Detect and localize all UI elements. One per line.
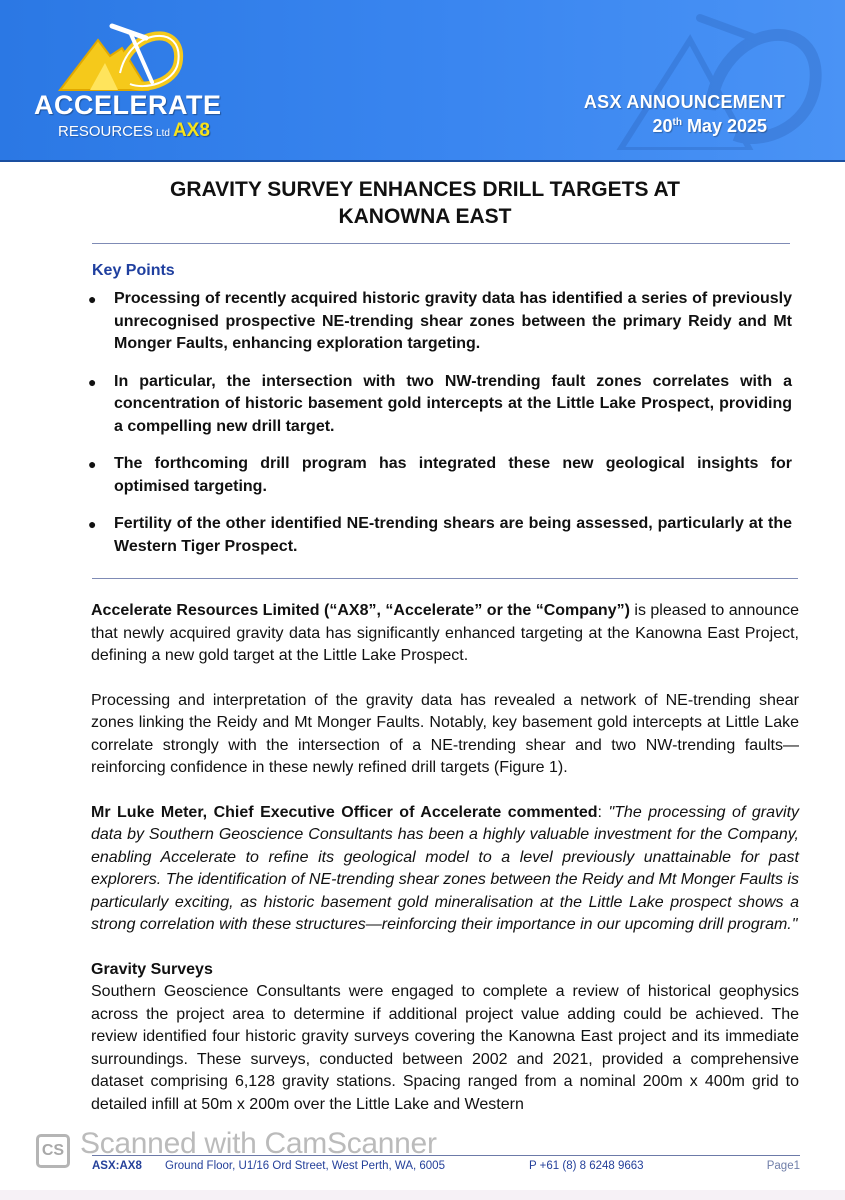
company-sub-text: RESOURCES xyxy=(58,123,154,140)
footer-address: Ground Floor, U1/16 Ord Street, West Perth, WA, 6005 xyxy=(165,1160,445,1172)
company-name: ACCELERATE xyxy=(34,90,222,120)
bullet-icon: ● xyxy=(88,291,97,307)
company-subtitle xyxy=(58,120,210,142)
ticker-badge: AX8 xyxy=(172,120,210,141)
title-block xyxy=(90,176,780,230)
key-point-item xyxy=(88,513,792,558)
title-line-1: GRAVITY SURVEY ENHANCES DRILL TARGETS AT xyxy=(170,178,680,201)
page-footer xyxy=(92,1160,800,1176)
date-suffix: th xyxy=(672,117,682,128)
key-points-list xyxy=(88,288,792,573)
company-logo-icon xyxy=(50,18,190,96)
intro-text: is pleased to announce that newly acquired gravity data has significantly enhanced targeting at the Kanowna East Project, defining a new gold target at the Little Lake Prospect. xyxy=(91,602,800,664)
intro-company-name: Accelerate Resources Limited (“AX8”, “Accelerate” or the “Company”) xyxy=(91,602,630,619)
divider xyxy=(92,578,798,579)
date-month-year: May 2025 xyxy=(681,116,767,136)
divider xyxy=(92,243,790,244)
quote-text: "The processing of gravity data by Southern Geoscience Consultants has been a highly valuable investment for the Company, enabling Accelerate to refine its geological model to a level previously unattainable for past explorers. The identification of NE-trending shear zones between the Reidy and Mt Monger Faults is particularly exciting, as historic basement gold mineralisation at the Little Lake prospect shows a strong correlation with these structures—reinforcing their importance in our upcoming drill program." xyxy=(91,803,800,933)
key-point-text: Processing of recently acquired historic gravity data has identified a series of previously unrecognised prospective NE-trending shear zones between the primary Reidy and Mt Monger Faults, enhancing exploration targeting. xyxy=(114,290,792,352)
title-line-2: KANOWNA EAST xyxy=(338,205,512,228)
key-point-item xyxy=(88,371,792,439)
ceo-quote-paragraph xyxy=(91,802,799,937)
bullet-icon: ● xyxy=(88,456,97,472)
announcement-label: ASX ANNOUNCEMENT xyxy=(583,92,785,112)
date-day: 20 xyxy=(652,116,673,136)
key-point-item xyxy=(88,453,792,498)
quote-attribution: Mr Luke Meter, Chief Executive Officer of Accelerate commented xyxy=(91,803,598,821)
paragraph-2: Processing and interpretation of the gravity data has revealed a network of NE-trending shear zones linking the Reidy and Mt Monger Faults. Notably, key basement gold intercepts at Little Lake correlate strongly with the intersection of a NE-trending shear and two NW-trending faults—reinforcing confidence in these newly refined drill targets (Figure 1). xyxy=(91,691,799,776)
quote-colon: : xyxy=(597,803,609,821)
announcement-date xyxy=(652,116,767,137)
camscanner-logo-icon: CS xyxy=(36,1134,70,1168)
camscanner-watermark: Scanned with CamScanner xyxy=(80,1127,437,1160)
footer-page-number: Page1 xyxy=(766,1160,800,1172)
intro-paragraph xyxy=(91,600,799,668)
footer-ticker: ASX:AX8 xyxy=(92,1160,142,1172)
bullet-icon: ● xyxy=(88,373,97,390)
page-title xyxy=(90,176,760,230)
key-point-text: Fertility of the other identified NE-trending shears are being assessed, particularly at the Western Tiger Prospect. xyxy=(114,515,792,555)
bullet-icon: ● xyxy=(88,516,97,532)
header-banner xyxy=(0,0,845,162)
footer-phone: P +61 (8) 8 6248 9663 xyxy=(529,1160,644,1172)
key-point-item xyxy=(88,288,792,356)
company-ltd: Ltd xyxy=(156,128,170,139)
page-bottom-edge xyxy=(0,1190,845,1200)
section-heading-gravity-surveys: Gravity Surveys xyxy=(91,960,213,978)
key-point-text: The forthcoming drill program has integrated these new geological insights for optimised targeting. xyxy=(114,455,792,495)
key-points-heading: Key Points xyxy=(92,262,175,279)
announcement-body xyxy=(91,600,799,1138)
gravity-surveys-paragraph: Southern Geoscience Consultants were engaged to complete a review of historical geophysics across the project area to determine if additional project value adding could be achieved. The review identified four historic gravity surveys covering the Kanowna East project and its immediate surroundings. These surveys, conducted between 2002 and 2021, provided a comprehensive dataset comprising 6,128 gravity stations. Spacing ranged from a nominal 200m x 400m grid to detailed infill at 50m x 200m over the Little Lake and Western xyxy=(91,983,799,1113)
key-point-text: In particular, the intersection with two NW-trending fault zones correlates with a concentration of historic basement gold intercepts at the Little Lake Prospect, providing a compelling new drill target. xyxy=(114,372,792,435)
